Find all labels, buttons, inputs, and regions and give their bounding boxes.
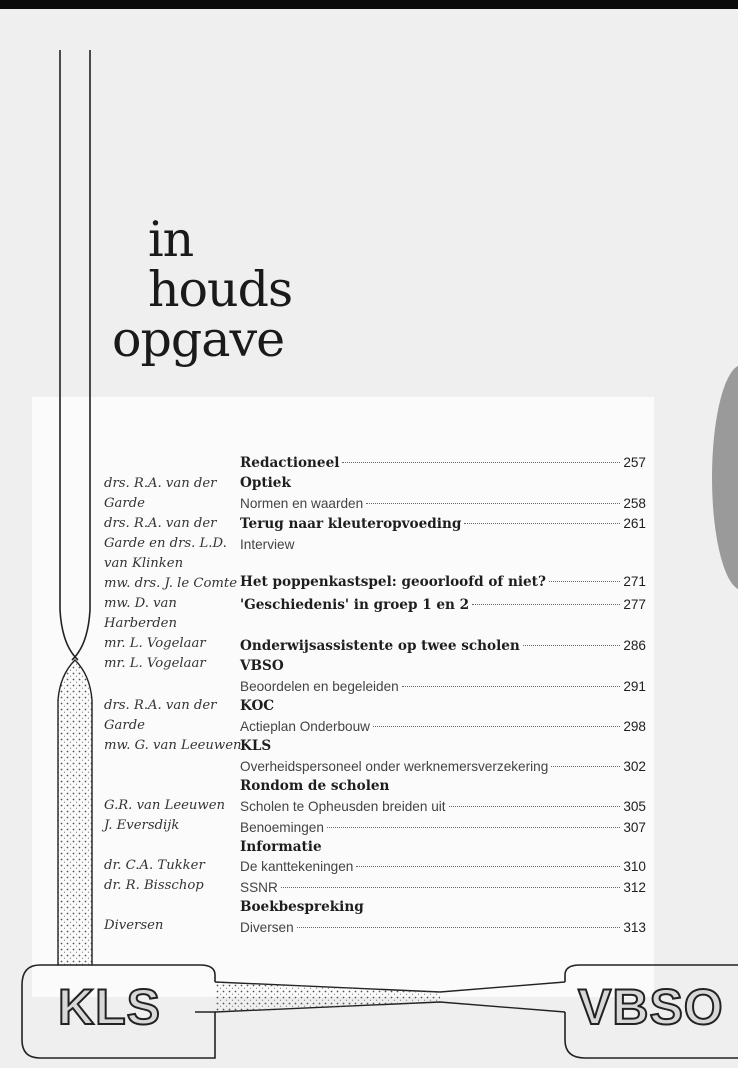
toc-page: 258: [623, 496, 646, 511]
page-title: [112, 211, 293, 368]
toc-title: Redactioneel: [240, 455, 340, 471]
toc-entry: [240, 797, 646, 817]
toc-page: 277: [623, 597, 646, 612]
toc-page: 305: [623, 799, 646, 814]
toc-entry: [240, 514, 646, 534]
toc-section-title: VBSO: [240, 658, 284, 674]
toc-page: 307: [623, 820, 646, 835]
toc-section: [240, 776, 646, 796]
toc-title: Benoemingen: [240, 820, 324, 835]
author-entry: drs. R.A. van der Garde: [104, 698, 217, 733]
toc-title: Terug naar kleuteropvoeding: [240, 516, 462, 532]
toc-leader: [356, 865, 620, 867]
toc-entry: [240, 636, 646, 656]
toc-page: 291: [623, 679, 646, 694]
toc-entry: [240, 717, 646, 737]
toc-title: Actieplan Onderbouw: [240, 719, 370, 734]
author-entry: mw. G. van Leeuwen: [104, 738, 242, 753]
kls-logo: KLS: [58, 979, 161, 1035]
toc-leader: [297, 926, 621, 928]
toc-title: Interview: [240, 537, 295, 552]
toc-title: Scholen te Opheusden breiden uit: [240, 799, 446, 814]
author-entry: J. Eversdijk: [104, 818, 180, 833]
toc-title: Het poppenkastspel: geoorloofd of niet?: [240, 574, 546, 590]
toc-entry: [240, 453, 646, 473]
toc-section: [240, 473, 646, 493]
toc-title: Normen en waarden: [240, 496, 364, 511]
toc-entry: [240, 818, 646, 838]
toc-section: [240, 696, 646, 716]
toc-section: [240, 897, 646, 917]
toc-leader: [464, 522, 620, 524]
toc-leader: [366, 502, 620, 504]
author-entry: G.R. van Leeuwen: [104, 798, 226, 813]
toc-page: 298: [623, 719, 646, 734]
toc-entry: [240, 757, 646, 777]
toc-title: Overheidspersoneel onder werknemersverzekering: [240, 759, 549, 774]
title-line-3: opgave: [112, 311, 285, 368]
author-entry: drs. R.A. van der Garde en drs. L.D. van Klinken: [104, 516, 227, 571]
toc-section-title: KOC: [240, 698, 275, 714]
toc-entry: [240, 494, 646, 514]
toc-leader: [551, 765, 620, 767]
toc-leader: [449, 805, 621, 807]
toc-entry: [240, 918, 646, 938]
toc-page: 286: [623, 638, 646, 653]
toc-leader: [402, 685, 621, 687]
toc-section: [240, 736, 646, 756]
toc-section-title: Optiek: [240, 475, 291, 491]
toc-title: Diversen: [240, 920, 294, 935]
author-entry: dr. R. Bisschop: [104, 878, 204, 893]
toc-entry: [240, 572, 646, 592]
toc-page: 312: [623, 880, 646, 895]
toc-section-title: Rondom de scholen: [240, 778, 390, 794]
toc-section-title: Boekbespreking: [240, 899, 364, 915]
toc-title: Beoordelen en begeleiden: [240, 679, 399, 694]
toc-title: SSNR: [240, 880, 278, 895]
toc-leader: [523, 644, 621, 646]
toc-section: [240, 656, 646, 676]
toc-page: 302: [623, 759, 646, 774]
toc-leader: [472, 603, 620, 605]
toc-entry: [240, 857, 646, 877]
toc-section-title: Informatie: [240, 839, 322, 855]
toc-entry: [240, 878, 646, 898]
toc-title: 'Geschiedenis' in groep 1 en 2: [240, 597, 470, 613]
author-entry: dr. C.A. Tukker: [104, 858, 205, 873]
toc-leader: [373, 725, 620, 727]
toc-section: [240, 837, 646, 857]
toc-page: 271: [623, 574, 646, 589]
toc-leader: [327, 826, 620, 828]
title-line-2: houds: [148, 261, 293, 318]
author-entry: mw. drs. J. le Comte: [104, 576, 238, 591]
toc-entry: [240, 595, 646, 615]
toc-leader: [549, 580, 620, 582]
toc-page: 261: [623, 516, 646, 531]
author-entry: mr. L. Vogelaar: [104, 636, 206, 651]
toc-subtitle: [240, 535, 646, 555]
author-entry: mr. L. Vogelaar: [104, 656, 206, 671]
author-entry: mw. D. van Harberden: [104, 596, 177, 631]
toc-title: De kanttekeningen: [240, 859, 354, 874]
toc-page: 313: [623, 920, 646, 935]
title-line-1: in: [148, 211, 194, 268]
author-entry: drs. R.A. van der Garde: [104, 476, 217, 511]
toc-leader: [342, 461, 620, 463]
toc-leader: [281, 886, 621, 888]
toc-section-title: KLS: [240, 738, 272, 754]
toc-title: Onderwijsassistente op twee scholen: [240, 638, 520, 654]
toc-page: 257: [623, 455, 646, 470]
vbso-logo: VBSO: [578, 979, 724, 1035]
toc-entry: [240, 677, 646, 697]
toc-page: 310: [623, 859, 646, 874]
author-entry: Diversen: [104, 918, 164, 933]
